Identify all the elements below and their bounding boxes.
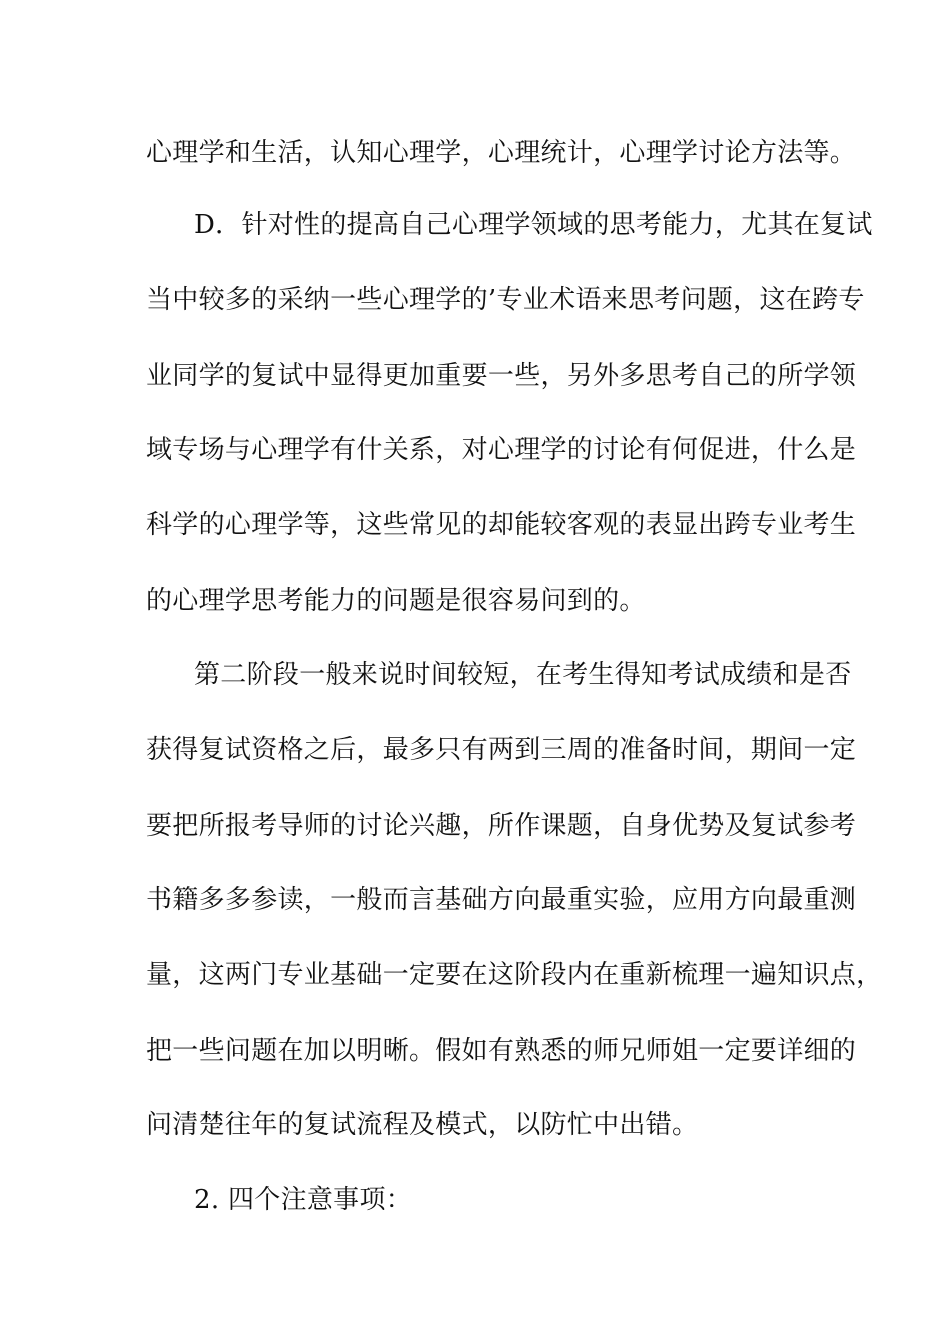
text-line-5: 域专场与心理学有什关系，对心理学的讨论有何促进，什么是 [146,435,857,465]
text-line-13: 把一些问题在加以明晰。假如有熟悉的师兄师姐一定要详细的 [146,1036,857,1066]
text-line-4: 业同学的复试中显得更加重要一些，另外多思考自己的所学领 [146,361,857,391]
text-line-9: 获得复试资格之后，最多只有两到三周的准备时间，期间一定 [146,735,857,765]
text-line-8: 第二阶段一般来说时间较短，在考生得知考试成绩和是否 [194,660,852,690]
text-line-7: 的心理学思考能力的问题是很容易问到的。 [146,586,646,616]
text-line-14: 问清楚往年的复试流程及模式，以防忙中出错。 [146,1110,699,1140]
text-line-1: 心理学和生活，认知心理学，心理统计，心理学讨论方法等。 [146,138,857,168]
text-line-12: 量，这两门专业基础一定要在这阶段内在重新梳理一遍知识点， [146,960,883,990]
text-line-3: 当中较多的采纳一些心理学的’专业术语来思考问题，这在跨专 [146,285,865,315]
text-line-6: 科学的心理学等，这些常见的却能较客观的表显出跨专业考生 [146,510,857,540]
text-line-2: D．针对性的提高自己心理学领域的思考能力，尤其在复试 [194,210,873,240]
text-line-11: 书籍多多参读，一般而言基础方向最重实验，应用方向最重测 [146,885,857,915]
text-line-15: 2. 四个注意事项： [194,1185,413,1215]
text-line-10: 要把所报考导师的讨论兴趣，所作课题，自身优势及复试参考 [146,811,857,841]
